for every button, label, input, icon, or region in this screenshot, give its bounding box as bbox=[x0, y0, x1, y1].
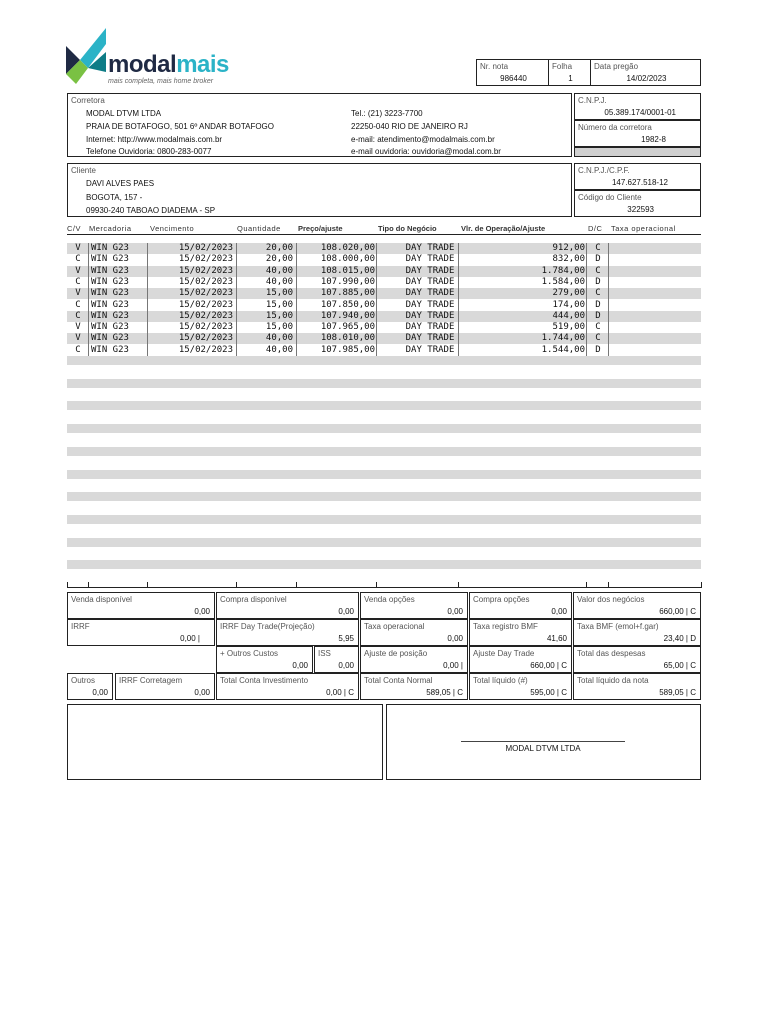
modal-logo-icon bbox=[66, 28, 106, 84]
cell-qtd: 20,00 bbox=[265, 254, 293, 265]
cell-valor: 912,00 bbox=[552, 243, 585, 253]
codigo-cliente-value: 322593 bbox=[627, 205, 654, 214]
cell-tipo: DAY TRADE bbox=[405, 344, 455, 355]
taxa-operacional-label: Taxa operacional bbox=[364, 622, 425, 631]
taxa-bmf-label: Taxa BMF (emol+f.gar) bbox=[577, 622, 659, 631]
iss-box bbox=[314, 646, 359, 673]
outros-custos-label: + Outros Custos bbox=[220, 649, 279, 658]
header-mercadoria: Mercadoria bbox=[89, 224, 132, 233]
numero-corretora-shade bbox=[574, 147, 701, 157]
compra-disponivel-label: Compra disponível bbox=[220, 595, 287, 604]
cell-dc: C bbox=[595, 322, 601, 333]
ajuste-day-trade-box bbox=[469, 646, 572, 673]
header-dc: D/C bbox=[588, 224, 603, 233]
codigo-cliente-box bbox=[574, 190, 701, 217]
total-despesas-box bbox=[573, 646, 701, 673]
outros-value: 0,00 bbox=[92, 688, 108, 697]
header-taxa: Taxa operacional bbox=[611, 224, 676, 233]
cell-tipo: DAY TRADE bbox=[405, 265, 455, 276]
taxa-registro-bmf-value: 41,60 bbox=[546, 634, 567, 643]
folha-value: 1 bbox=[568, 74, 573, 83]
valor-negocios-box bbox=[573, 592, 701, 619]
data-pregao-label: Data pregão bbox=[594, 62, 639, 71]
total-liquido-nota-value: 589,05 | C bbox=[659, 688, 696, 697]
cell-dc: D bbox=[595, 310, 601, 321]
column-separator bbox=[147, 243, 148, 356]
cell-cv: C bbox=[75, 299, 81, 310]
cnpj-corretora-box bbox=[574, 93, 701, 120]
cell-valor: 1.784,00 bbox=[541, 265, 585, 276]
venda-disponivel-label: Venda disponível bbox=[71, 595, 132, 604]
nr-nota-value: 986440 bbox=[500, 74, 527, 83]
column-tick bbox=[147, 582, 148, 588]
table-row bbox=[67, 311, 701, 322]
corretora-address: PRAIA DE BOTAFOGO, 501 6º ANDAR BOTAFOGO bbox=[86, 122, 275, 131]
cell-cv: C bbox=[75, 276, 81, 287]
cell-venc: 15/02/2023 bbox=[178, 344, 233, 355]
header-tipo: Tipo do Negócio bbox=[378, 224, 437, 233]
cell-valor: 1.744,00 bbox=[541, 333, 585, 344]
cell-qtd: 40,00 bbox=[265, 276, 293, 287]
compra-disponivel-box bbox=[216, 592, 359, 619]
folha-label: Folha bbox=[552, 62, 573, 71]
column-separator bbox=[376, 243, 377, 356]
outros-custos-value: 0,00 bbox=[292, 661, 308, 670]
total-liquido-value: 595,00 | C bbox=[530, 688, 567, 697]
data-pregao-value: 14/02/2023 bbox=[626, 74, 667, 83]
cell-venc: 15/02/2023 bbox=[178, 243, 233, 253]
cell-valor: 519,00 bbox=[552, 322, 585, 333]
company-logo bbox=[66, 28, 256, 90]
cell-tipo: DAY TRADE bbox=[405, 310, 455, 321]
compra-disponivel-value: 0,00 bbox=[338, 607, 354, 616]
cell-dc: C bbox=[595, 265, 601, 276]
cell-merc: WIN G23 bbox=[91, 299, 129, 310]
cell-cv: V bbox=[75, 288, 81, 299]
cliente-name: DAVI ALVES PAES bbox=[86, 179, 155, 188]
cell-merc: WIN G23 bbox=[91, 344, 129, 355]
cell-venc: 15/02/2023 bbox=[178, 333, 233, 344]
cell-preco: 107.940,00 bbox=[320, 310, 375, 321]
taxa-registro-bmf-label: Taxa registro BMF bbox=[473, 622, 538, 631]
outros-label: Outros bbox=[71, 676, 96, 685]
numero-corretora-value: 1982-8 bbox=[641, 135, 666, 144]
cell-venc: 15/02/2023 bbox=[178, 310, 233, 321]
taxa-registro-bmf-box bbox=[469, 619, 572, 646]
empty-row-stripe bbox=[67, 560, 701, 569]
cell-dc: C bbox=[595, 288, 601, 299]
corretora-label: Corretora bbox=[71, 96, 105, 105]
total-liquido-nota-label: Total líquido da nota bbox=[577, 676, 649, 685]
column-tick bbox=[236, 582, 237, 588]
cell-preco: 107.965,00 bbox=[320, 322, 375, 333]
cell-venc: 15/02/2023 bbox=[178, 322, 233, 333]
cell-tipo: DAY TRADE bbox=[405, 288, 455, 299]
outros-custos-box bbox=[216, 646, 313, 673]
corretora-tel: Tel.: (21) 3223-7700 bbox=[351, 109, 423, 118]
cell-preco: 107.985,00 bbox=[320, 344, 375, 355]
column-tick bbox=[701, 582, 702, 588]
cell-tipo: DAY TRADE bbox=[405, 254, 455, 265]
corretora-email: e-mail: atendimento@modalmais.com.br bbox=[351, 135, 495, 144]
cell-valor: 444,00 bbox=[552, 310, 585, 321]
cell-merc: WIN G23 bbox=[91, 276, 129, 287]
cell-venc: 15/02/2023 bbox=[178, 254, 233, 265]
codigo-cliente-label: Código do Cliente bbox=[578, 193, 642, 202]
corretora-internet: Internet: http://www.modalmais.com.br bbox=[86, 135, 223, 144]
valor-negocios-label: Valor dos negócios bbox=[577, 595, 645, 604]
empty-row-stripe bbox=[67, 379, 701, 388]
irrf-day-trade-label: IRRF Day Trade(Projeção) bbox=[220, 622, 315, 631]
cell-valor: 174,00 bbox=[552, 299, 585, 310]
cell-merc: WIN G23 bbox=[91, 243, 129, 253]
cell-merc: WIN G23 bbox=[91, 265, 129, 276]
cell-tipo: DAY TRADE bbox=[405, 299, 455, 310]
cliente-address: BOGOTA, 157 - bbox=[86, 193, 143, 202]
corretora-cep-city: 22250-040 RIO DE JANEIRO RJ bbox=[351, 122, 468, 131]
venda-opcoes-label: Venda opções bbox=[364, 595, 415, 604]
header-vencimento: Vencimento bbox=[150, 224, 195, 233]
cliente-label: Cliente bbox=[71, 166, 96, 175]
empty-row-stripe bbox=[67, 470, 701, 479]
logo-tagline: mais completa, mais home broker bbox=[108, 78, 214, 85]
cell-qtd: 20,00 bbox=[265, 243, 293, 253]
header-underline bbox=[67, 234, 701, 235]
compra-opcoes-label: Compra opções bbox=[473, 595, 530, 604]
cliente-box bbox=[67, 163, 572, 217]
nr-nota-label: Nr. nota bbox=[480, 62, 509, 71]
empty-row-stripe bbox=[67, 515, 701, 524]
cell-cv: V bbox=[75, 243, 81, 253]
table-row bbox=[67, 277, 701, 288]
table-row bbox=[67, 333, 701, 344]
nr-nota-box bbox=[476, 59, 549, 86]
cell-qtd: 40,00 bbox=[265, 265, 293, 276]
ajuste-day-trade-value: 660,00 | C bbox=[530, 661, 567, 670]
table-row bbox=[67, 266, 701, 277]
cnpj-value: 05.389.174/0001-01 bbox=[604, 108, 676, 117]
cell-venc: 15/02/2023 bbox=[178, 265, 233, 276]
cpf-box bbox=[574, 163, 701, 190]
cell-preco: 108.015,00 bbox=[320, 265, 375, 276]
total-despesas-label: Total das despesas bbox=[577, 649, 646, 658]
corretora-ouvidoria-phone: Telefone Ouvidoria: 0800-283-0077 bbox=[86, 147, 212, 156]
irrf-corretagem-box bbox=[115, 673, 215, 700]
cell-valor: 1.544,00 bbox=[541, 344, 585, 355]
cell-qtd: 15,00 bbox=[265, 310, 293, 321]
header-cv: C/V bbox=[67, 224, 82, 233]
column-tick bbox=[67, 582, 68, 588]
total-despesas-value: 65,00 | C bbox=[663, 661, 696, 670]
valor-negocios-value: 660,00 | C bbox=[659, 607, 696, 616]
signature-name: MODAL DTVM LTDA bbox=[505, 744, 581, 753]
cell-preco: 108.000,00 bbox=[320, 254, 375, 265]
ajuste-posicao-box bbox=[360, 646, 468, 673]
column-separator bbox=[458, 243, 459, 356]
cell-cv: C bbox=[75, 310, 81, 321]
signature-box bbox=[386, 704, 701, 780]
cell-tipo: DAY TRADE bbox=[405, 243, 455, 253]
ajuste-day-trade-label: Ajuste Day Trade bbox=[473, 649, 535, 658]
column-separator bbox=[586, 243, 587, 356]
header-valor: Vlr. de Operação/Ajuste bbox=[461, 224, 546, 233]
column-tick bbox=[88, 582, 89, 588]
cell-valor: 832,00 bbox=[552, 254, 585, 265]
cell-dc: D bbox=[595, 299, 601, 310]
cell-dc: D bbox=[595, 344, 601, 355]
cell-valor: 279,00 bbox=[552, 288, 585, 299]
taxa-operacional-box bbox=[360, 619, 468, 646]
table-row bbox=[67, 345, 701, 356]
table-row bbox=[67, 322, 701, 333]
cliente-cep-city: 09930-240 TABOAO DIADEMA - SP bbox=[86, 206, 216, 215]
venda-opcoes-box bbox=[360, 592, 468, 619]
total-liquido-nota-box bbox=[573, 673, 701, 700]
cell-tipo: DAY TRADE bbox=[405, 322, 455, 333]
empty-row-stripe bbox=[67, 492, 701, 501]
irrf-day-trade-value: 5,95 bbox=[338, 634, 354, 643]
column-tick bbox=[458, 582, 459, 588]
cnpj-label: C.N.P.J. bbox=[578, 96, 607, 105]
cell-cv: V bbox=[75, 322, 81, 333]
cell-preco: 107.850,00 bbox=[320, 299, 375, 310]
total-liquido-box bbox=[469, 673, 572, 700]
empty-row-stripe bbox=[67, 401, 701, 410]
logo-wordmark: modalmais bbox=[108, 51, 229, 78]
data-pregao-box bbox=[590, 59, 701, 86]
irrf-day-trade-box bbox=[216, 619, 359, 646]
cell-dc: D bbox=[595, 276, 601, 287]
cell-tipo: DAY TRADE bbox=[405, 276, 455, 287]
taxa-bmf-box bbox=[573, 619, 701, 646]
column-tick bbox=[608, 582, 609, 588]
header-quantidade: Quantidade bbox=[237, 224, 281, 233]
cell-preco: 107.885,00 bbox=[320, 288, 375, 299]
cell-venc: 15/02/2023 bbox=[178, 276, 233, 287]
cell-preco: 108.010,00 bbox=[320, 333, 375, 344]
cell-qtd: 40,00 bbox=[265, 333, 293, 344]
cell-preco: 108.020,00 bbox=[320, 243, 375, 253]
cell-qtd: 15,00 bbox=[265, 322, 293, 333]
column-tick bbox=[296, 582, 297, 588]
table-row bbox=[67, 288, 701, 299]
header-preco: Preço/ajuste bbox=[298, 224, 343, 233]
total-liquido-label: Total líquido (#) bbox=[473, 676, 528, 685]
irrf-box bbox=[67, 619, 215, 646]
observacoes-box bbox=[67, 704, 383, 780]
empty-row-stripe bbox=[67, 424, 701, 433]
column-tick bbox=[376, 582, 377, 588]
cell-preco: 107.990,00 bbox=[320, 276, 375, 287]
cell-cv: C bbox=[75, 344, 81, 355]
cell-merc: WIN G23 bbox=[91, 254, 129, 265]
cell-merc: WIN G23 bbox=[91, 310, 129, 321]
corretora-box bbox=[67, 93, 572, 157]
venda-opcoes-value: 0,00 bbox=[447, 607, 463, 616]
total-conta-investimento-value: 0,00 | C bbox=[326, 688, 354, 697]
cell-dc: D bbox=[595, 254, 601, 265]
column-separator bbox=[296, 243, 297, 356]
taxa-operacional-value: 0,00 bbox=[447, 634, 463, 643]
folha-box bbox=[548, 59, 591, 86]
total-conta-normal-value: 589,05 | C bbox=[426, 688, 463, 697]
ajuste-posicao-label: Ajuste de posição bbox=[364, 649, 428, 658]
irrf-value: 0,00 | bbox=[180, 634, 200, 643]
corretora-email-ouvidoria: e-mail ouvidoria: ouvidoria@modal.com.br bbox=[351, 147, 501, 156]
cell-qtd: 15,00 bbox=[265, 299, 293, 310]
empty-row-stripe bbox=[67, 538, 701, 547]
cell-venc: 15/02/2023 bbox=[178, 299, 233, 310]
column-separator bbox=[88, 243, 89, 356]
column-separator bbox=[236, 243, 237, 356]
iss-label: ISS bbox=[318, 649, 331, 658]
numero-corretora-box bbox=[574, 120, 701, 147]
ajuste-posicao-value: 0,00 | bbox=[443, 661, 463, 670]
iss-value: 0,00 bbox=[338, 661, 354, 670]
cell-cv: V bbox=[75, 333, 81, 344]
empty-row-stripe bbox=[67, 356, 701, 365]
cell-merc: WIN G23 bbox=[91, 288, 129, 299]
empty-row-stripe bbox=[67, 447, 701, 456]
cell-dc: C bbox=[595, 243, 601, 253]
compra-opcoes-box bbox=[469, 592, 572, 619]
cell-dc: C bbox=[595, 333, 601, 344]
table-row bbox=[67, 254, 701, 265]
signature-line bbox=[461, 741, 625, 742]
column-tick bbox=[586, 582, 587, 588]
outros-box bbox=[67, 673, 113, 700]
cell-cv: V bbox=[75, 265, 81, 276]
cpf-label: C.N.P.J./C.P.F. bbox=[578, 166, 630, 175]
total-conta-normal-label: Total Conta Normal bbox=[364, 676, 433, 685]
table-bottom-line bbox=[67, 587, 701, 588]
cell-qtd: 15,00 bbox=[265, 288, 293, 299]
numero-corretora-label: Número da corretora bbox=[578, 123, 652, 132]
taxa-bmf-value: 23,40 | D bbox=[663, 634, 696, 643]
cell-merc: WIN G23 bbox=[91, 322, 129, 333]
corretora-name: MODAL DTVM LTDA bbox=[86, 109, 162, 118]
irrf-label: IRRF bbox=[71, 622, 90, 631]
total-conta-investimento-box bbox=[216, 673, 359, 700]
cell-cv: C bbox=[75, 254, 81, 265]
cpf-value: 147.627.518-12 bbox=[611, 178, 668, 187]
column-separator bbox=[608, 243, 609, 356]
compra-opcoes-value: 0,00 bbox=[551, 607, 567, 616]
irrf-corretagem-value: 0,00 bbox=[194, 688, 210, 697]
cell-qtd: 40,00 bbox=[265, 344, 293, 355]
total-conta-normal-box bbox=[360, 673, 468, 700]
total-conta-investimento-label: Total Conta Investimento bbox=[220, 676, 309, 685]
cell-venc: 15/02/2023 bbox=[178, 288, 233, 299]
cell-merc: WIN G23 bbox=[91, 333, 129, 344]
table-row bbox=[67, 300, 701, 311]
venda-disponivel-value: 0,00 bbox=[194, 607, 210, 616]
cell-tipo: DAY TRADE bbox=[405, 333, 455, 344]
irrf-corretagem-label: IRRF Corretagem bbox=[119, 676, 183, 685]
cell-valor: 1.584,00 bbox=[541, 276, 585, 287]
table-row bbox=[67, 243, 701, 254]
venda-disponivel-box bbox=[67, 592, 215, 619]
